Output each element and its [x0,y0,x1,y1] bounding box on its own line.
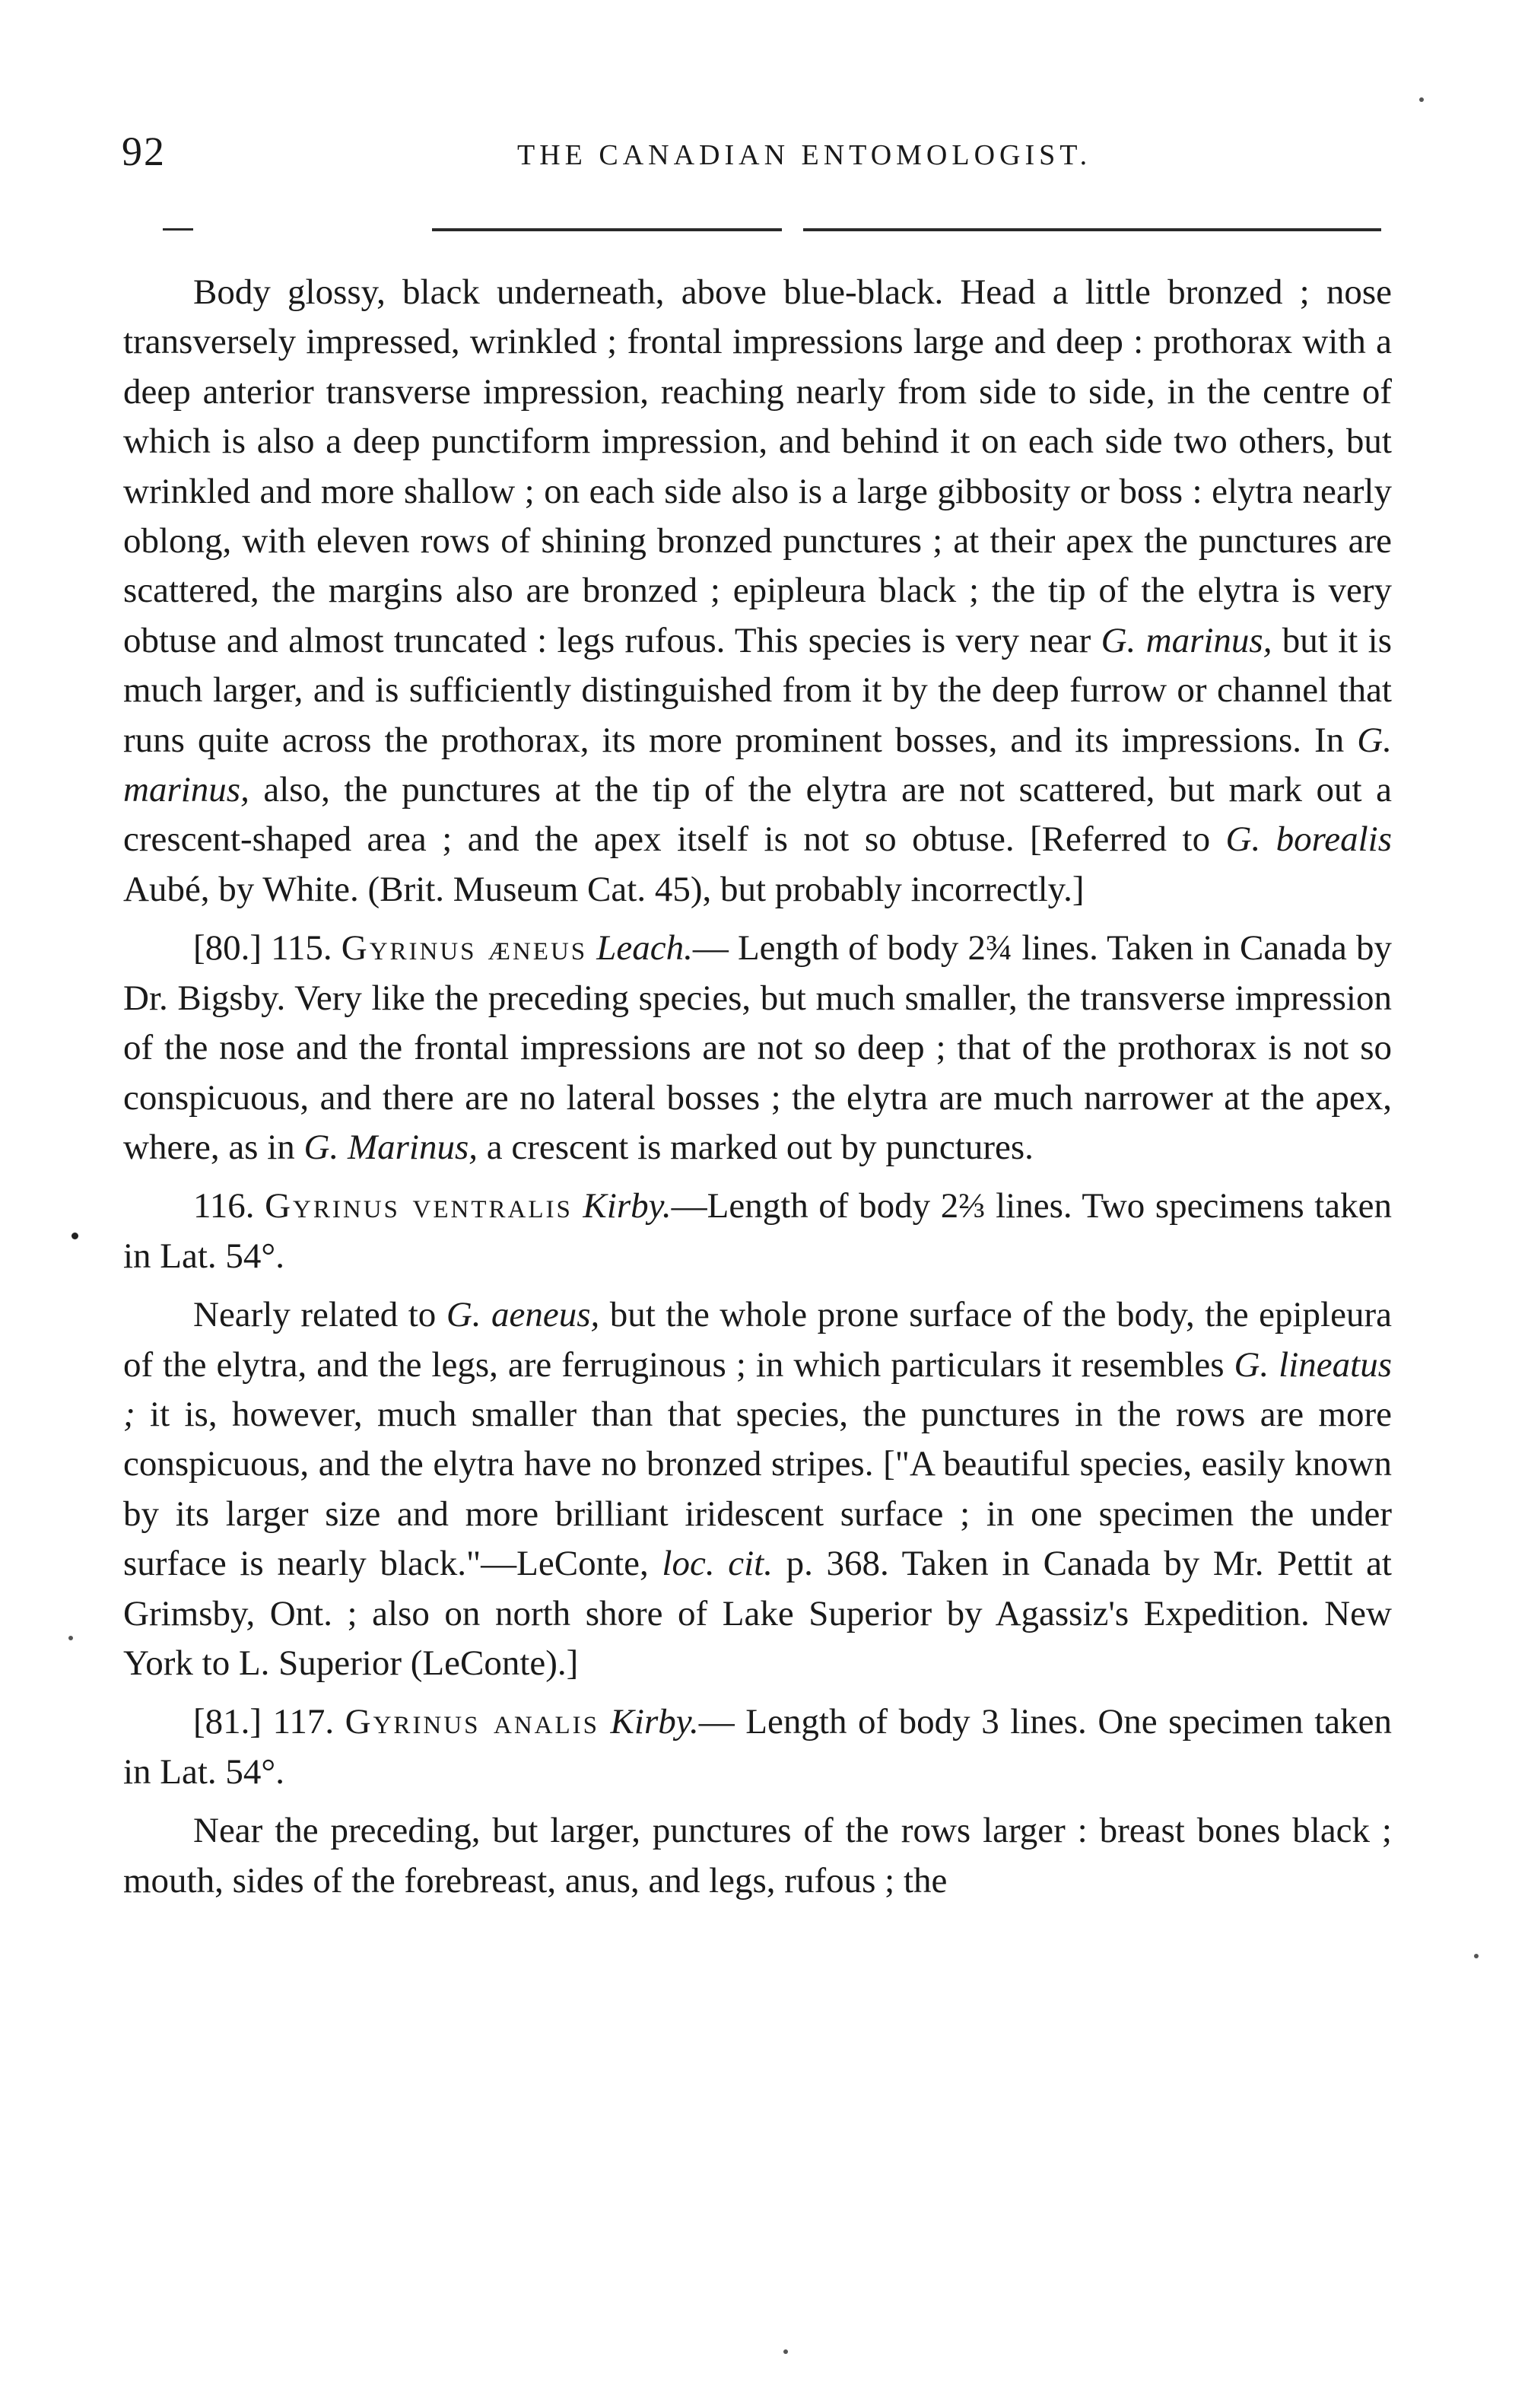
header-rule-dash [163,228,193,231]
margin-speck [68,1636,73,1640]
paragraph-species-116: 116. Gyrinus ventralis Kirby.—Length of body 2⅔ lines. Two specimens taken in Lat. 54°. [123,1186,1392,1276]
margin-speck [1474,1954,1479,1958]
paragraph-text: Body glossy, black underneath, above blue-black. Head a little bronzed ; nose transversely impressed, wrinkled ; frontal impressions large and deep : prothorax with a deep anterior transverse impression, reaching nearly from side to side, in the centre of which is also a deep punctiform impression, and behind it on each side two others, but wrinkled and more shallow ; on each side also is a large gibbosity or boss : elytra nearly oblong, with eleven rows of shining bronzed punctures ; at their apex the punctures are scattered, the margins also are bronzed ; epipleura black ; the tip of the elytra is very obtuse and almost truncated : legs rufous. [123,272,1392,660]
header-rule-left [432,228,782,231]
running-title: THE CANADIAN ENTOMOLOGIST. [517,139,1092,171]
species-author: Kirby. [572,1186,672,1226]
entry-number: [81.] 117. [193,1702,345,1742]
paragraph-species-115: [80.] 115. Gyrinus æneus Leach.— Length of body 2¾ lines. Taken in Canada by Dr. Bigsby. Very like the preceding species, but much smaller, the transverse impression of the nose and the frontal impressions are not so deep ; that of the prothorax is not so conspicuous, and there are no lateral bosses ; the elytra are much narrower at the apex, where, as in G. Marinus, a crescent is marked out by punctures. [123,928,1392,1167]
body-text [123,268,1392,1906]
paragraph-species-116-notes: Nearly related to G. aeneus, but the whole prone surface of the body, the epipleura of the elytra, and the legs, are ferruginous ; in which particulars it resembles G. lineatus ; it is, however, much smaller than that species, the punctures in the rows are more conspicuous, and the elytra have no bronzed stripes. ["A beautiful species, easily known by its larger size and more brilliant iridescent surface ; in one specimen the under surface is nearly black."—LeConte, loc. cit. p. 368. Taken in Canada by Mr. Pettit at Grimsby, Ont. ; also on north shore of Lake Superior by Agassiz's Expedition. New York to L. Superior (LeConte).] [123,1295,1392,1683]
species-author: Kirby. [599,1702,699,1742]
species-name: G. marinus, [1101,620,1272,660]
species-heading: Gyrinus ventralis [265,1186,573,1226]
paragraph-description: Body glossy, black underneath, above blue-black. Head a little bronzed ; nose transversely impressed, wrinkled ; frontal impressions large and deep : prothorax with a deep anterior transverse impression, reaching nearly from side to side, in the centre of which is also a deep punctiform impression, and behind it on each side two others, but wrinkled and more shallow ; on each side also is a large gibbosity or boss : elytra nearly oblong, with eleven rows of shining bronzed punctures ; at their apex the punctures are scattered, the margins also are bronzed ; epipleura black ; the tip of the elytra is very obtuse and almost truncated : legs rufous. This species is very near G. marinus, but it is much larger, and is sufficiently distinguished from it by the deep furrow or channel that runs quite across the prothorax, its more prominent bosses, and its impressions. In G. marinus, also, the punctures at the tip of the elytra are not scattered, but mark out a crescent-shaped area ; and the apex itself is not so obtuse. [Referred to G. borealis Aubé, by White. (Brit. Museum Cat. 45), but probably incorrectly.] [123,272,1393,909]
species-name: G. lineatus ; [123,1344,1392,1434]
header-rule-right [803,228,1381,231]
entry-number: [80.] 115. [193,928,341,969]
species-name: G. aeneus, [446,1295,600,1335]
species-name: G. borealis [1225,819,1392,860]
margin-bullet [71,1233,78,1239]
paragraph-species-117-notes: Near the preceding, but larger, punctures of the rows larger : breast bones black ; mouth, sides of the forebreast, anus, and legs, rufous ; the [123,1811,1392,1901]
page-number: 92 [122,129,166,174]
species-name: G. Marinus, [303,1127,478,1167]
margin-speck [783,2349,788,2354]
citation: loc. cit. [662,1544,773,1584]
species-heading: Gyrinus analis [345,1702,599,1742]
species-author: Leach. [587,928,693,969]
entry-number: 116. [193,1186,265,1226]
species-name: G. marinus, [123,720,1392,810]
paragraph-species-117: [81.] 117. Gyrinus analis Kirby.— Length of body 3 lines. One specimen taken in Lat. 54°. [123,1702,1392,1792]
margin-speck [1419,97,1424,102]
page-header [122,128,1399,189]
species-heading: Gyrinus æneus [341,928,588,969]
